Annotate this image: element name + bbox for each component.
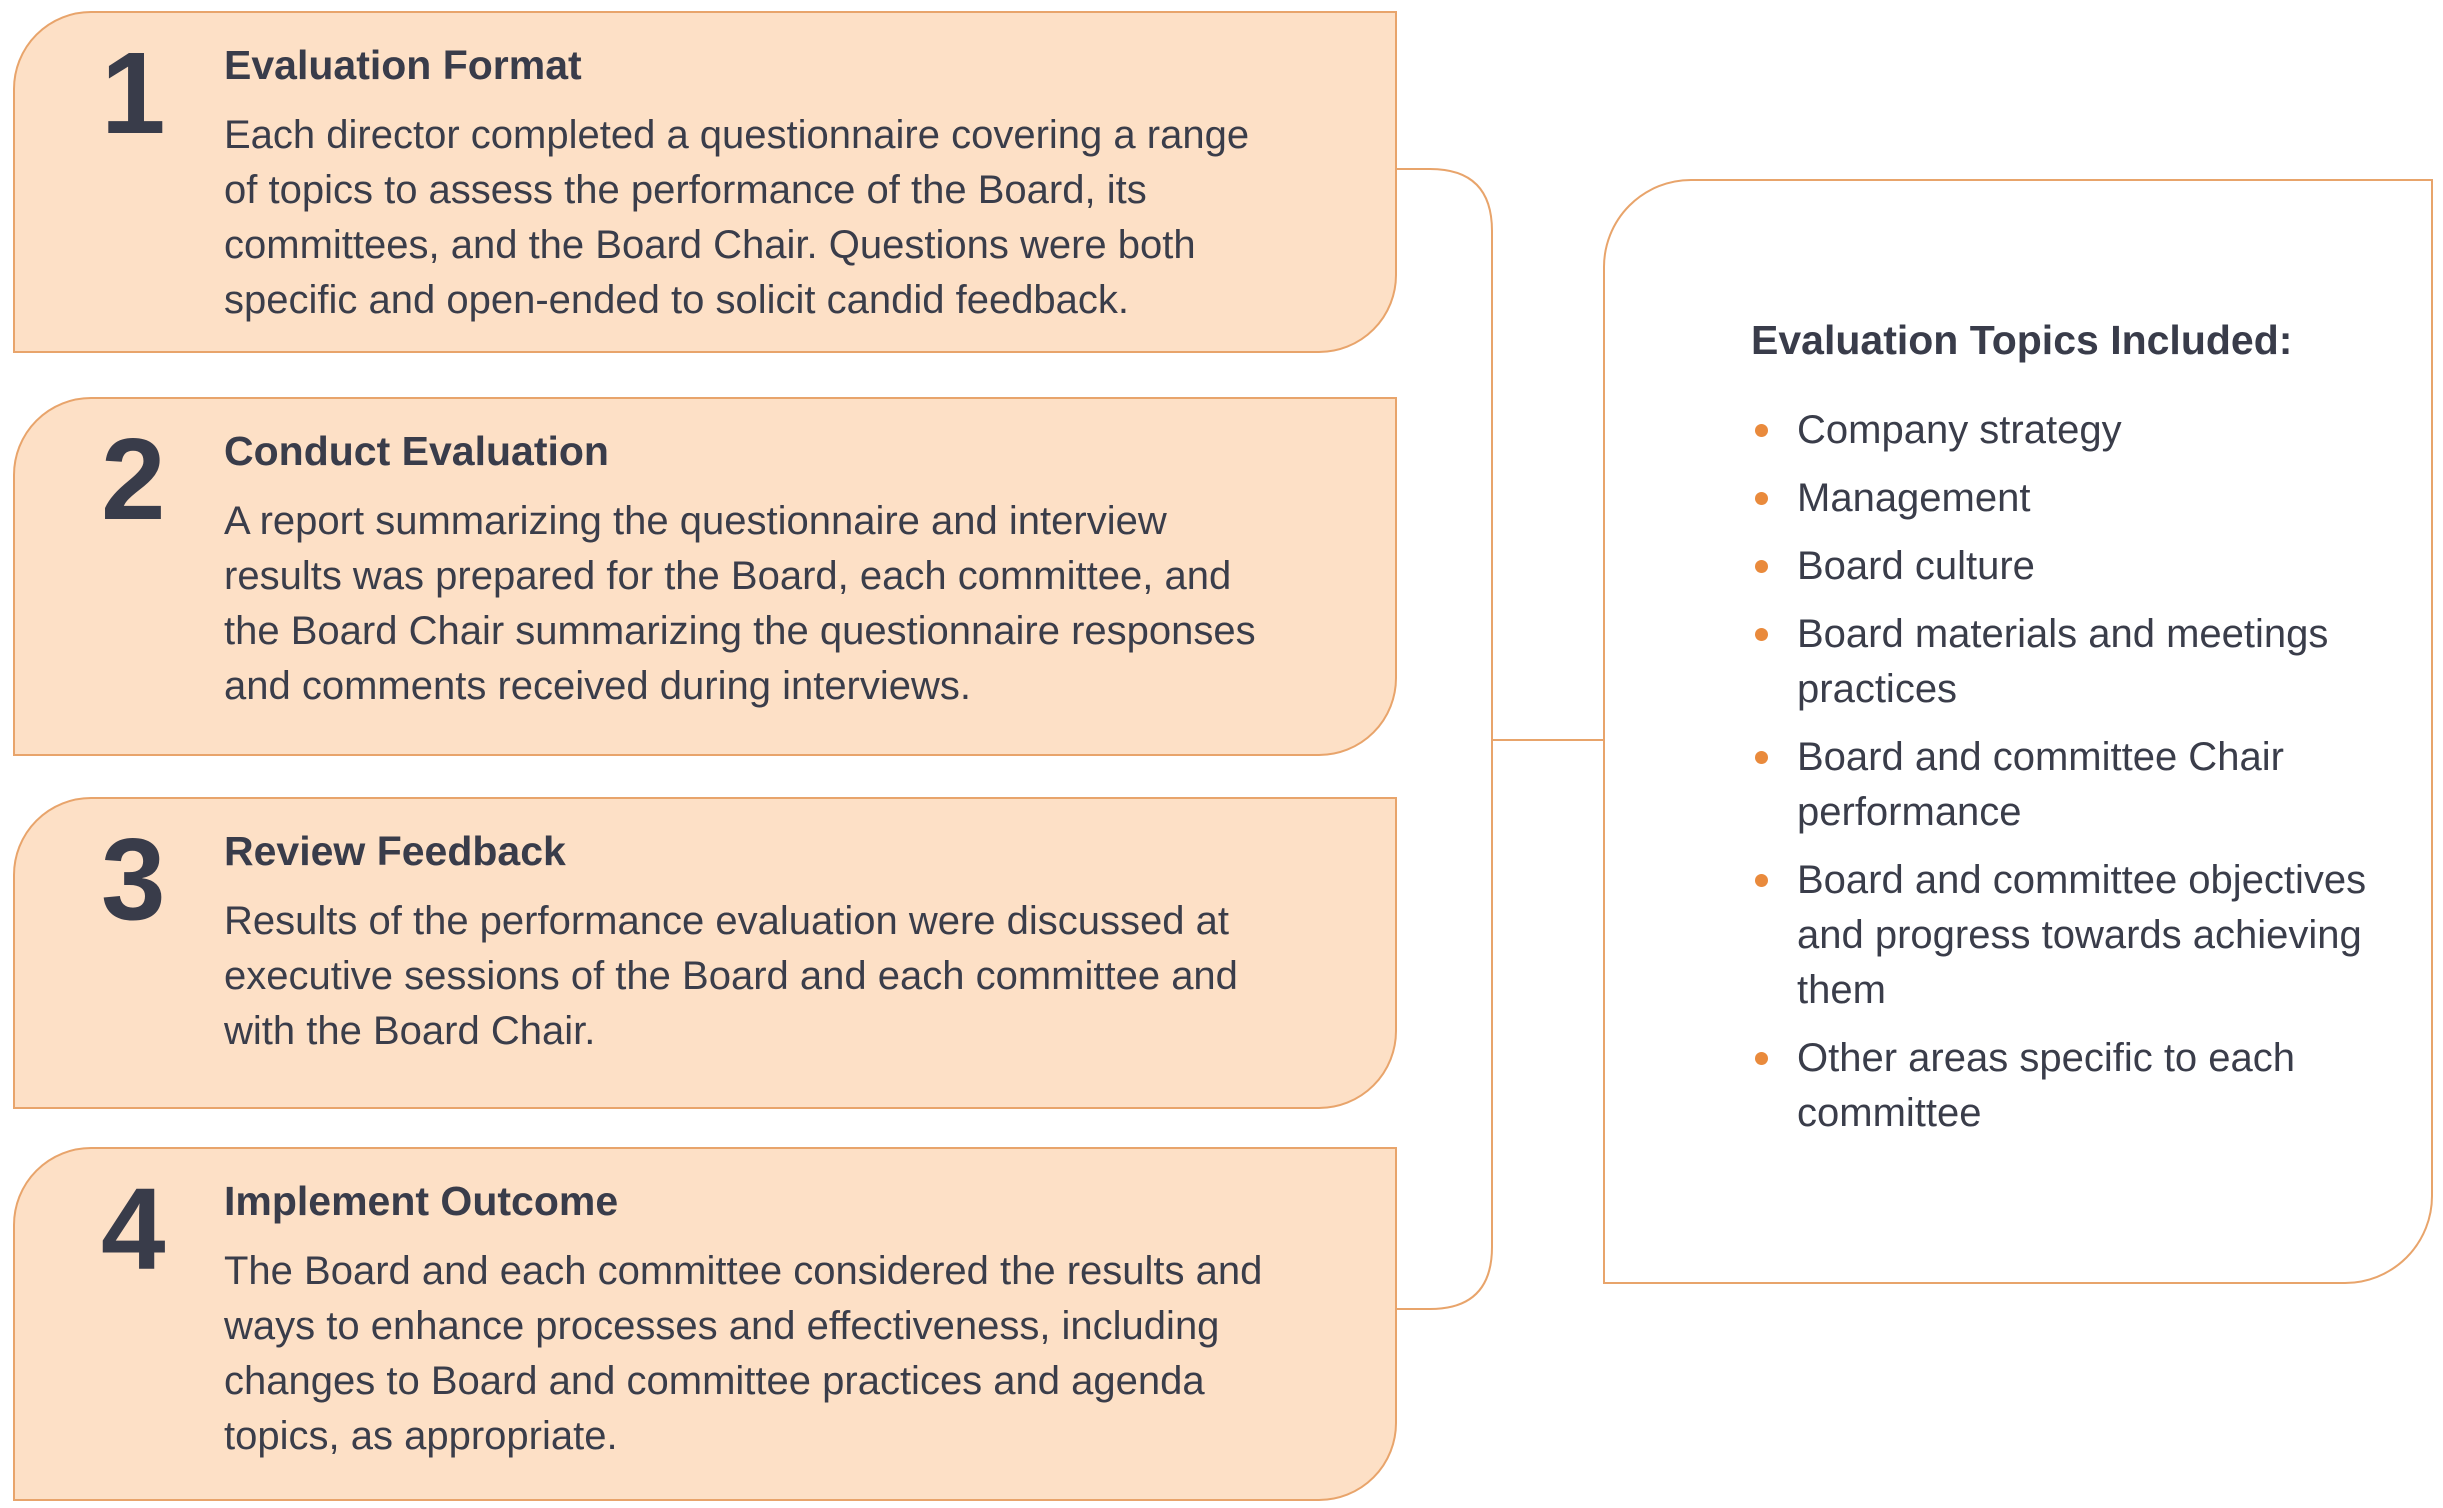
topic-item: [1751, 471, 2391, 526]
topic-item: [1751, 1031, 2391, 1141]
step-body: The Board and each committee considered the results and ways to enhance processes and effectiveness, including changes to Board and committee practices and agenda topics, as appropriate.: [224, 1249, 1263, 1458]
bullet-dot-icon: [1755, 424, 1768, 437]
topic-item: [1751, 539, 2391, 594]
topic-item: [1751, 853, 2391, 1018]
topics-card: [1603, 179, 2433, 1284]
step-card-2: [13, 397, 1397, 756]
topics-heading: Evaluation Topics Included:: [1751, 317, 2293, 363]
bullet-dot-icon: [1755, 874, 1768, 887]
topic-item: [1751, 730, 2391, 840]
topics-list: [1751, 403, 2391, 1154]
bullet-dot-icon: [1755, 560, 1768, 573]
topic-label: Company strategy: [1797, 408, 2122, 452]
topic-item: [1751, 607, 2391, 717]
topic-label: Board and committee Chair performance: [1797, 735, 2284, 834]
step-body: Each director completed a questionnaire covering a range of topics to assess the performance of the Board, its committees, and the Board Chair. Questions were both specific and open-ended to solicit candid feedback.: [224, 113, 1250, 322]
step-body: A report summarizing the questionnaire and interview results was prepared for the Board, each committee, and the Board Chair summarizing the questionnaire responses and comments received during interviews.: [224, 499, 1256, 708]
step-title: Evaluation Format: [224, 42, 582, 88]
bullet-dot-icon: [1755, 751, 1768, 764]
topic-label: Board culture: [1797, 544, 2035, 588]
step-number: 4: [101, 1164, 166, 1294]
step-title: Review Feedback: [224, 828, 566, 874]
step-body: Results of the performance evaluation were discussed at executive sessions of the Board and each committee and with the Board Chair.: [224, 899, 1238, 1053]
bullet-dot-icon: [1755, 492, 1768, 505]
step-number: 1: [101, 28, 166, 158]
step-number: 3: [101, 814, 166, 944]
topic-label: Board and committee objectives and progress towards achieving them: [1797, 858, 2367, 1012]
step-number: 2: [101, 414, 166, 544]
topic-label: Board materials and meetings practices: [1797, 612, 2329, 711]
bracket-line: [1397, 169, 1492, 1309]
step-title: Implement Outcome: [224, 1178, 619, 1224]
step-title: Conduct Evaluation: [224, 428, 609, 474]
bullet-dot-icon: [1755, 1052, 1768, 1065]
topic-label: Other areas specific to each committee: [1797, 1036, 2296, 1135]
step-card-1: [13, 11, 1397, 353]
step-card-4: [13, 1147, 1397, 1501]
step-card-3: [13, 797, 1397, 1109]
topic-label: Management: [1797, 476, 2031, 520]
topic-item: [1751, 403, 2391, 458]
bullet-dot-icon: [1755, 628, 1768, 641]
